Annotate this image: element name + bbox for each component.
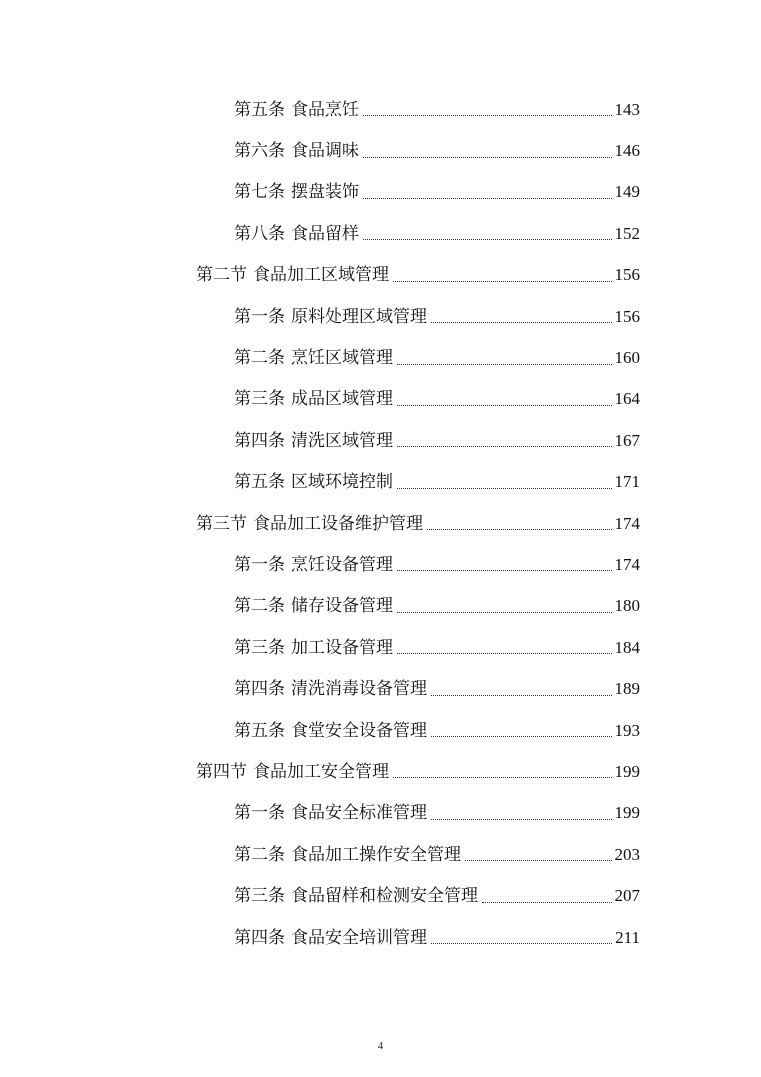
toc-entry[interactable]	[0, 296, 761, 337]
dot-leader	[431, 302, 612, 323]
toc-entry-label	[234, 555, 393, 575]
toc-entry-title: 食品加工安全管理	[253, 761, 389, 782]
toc-entry-title: 烹饪区域管理	[291, 348, 393, 369]
dot-leader	[482, 882, 612, 903]
toc-entry[interactable]	[0, 793, 761, 834]
toc-entry-label	[234, 100, 359, 120]
toc-entry-page: 174	[614, 513, 640, 533]
toc-entry-page: 149	[614, 182, 640, 202]
toc-entry-title: 食品留样	[291, 223, 359, 244]
toc-entry-label	[234, 182, 359, 202]
toc-entry[interactable]	[0, 627, 761, 668]
toc-entry-title: 储存设备管理	[291, 596, 393, 617]
table-of-contents	[0, 89, 761, 958]
dot-leader	[465, 840, 612, 861]
toc-entry-page: 189	[614, 679, 640, 699]
toc-entry-label	[234, 224, 359, 244]
toc-entry-label	[234, 638, 393, 658]
toc-entry-prefix: 第三条	[234, 389, 285, 410]
toc-entry-page: 207	[614, 886, 640, 906]
toc-entry[interactable]	[0, 379, 761, 420]
dot-leader	[397, 633, 612, 654]
toc-entry-label	[234, 928, 427, 948]
toc-entry-page: 174	[614, 554, 640, 574]
dot-leader	[397, 592, 612, 613]
toc-entry-page: 184	[614, 637, 640, 657]
toc-entry-prefix: 第七条	[234, 182, 285, 203]
toc-entry-prefix: 第三条	[234, 637, 285, 658]
dot-leader	[363, 95, 612, 116]
toc-entry-prefix: 第三条	[234, 886, 285, 907]
dot-leader	[397, 344, 612, 365]
toc-entry-prefix: 第三节	[196, 513, 247, 534]
toc-entry-label	[234, 348, 393, 368]
toc-entry-title: 加工设备管理	[291, 637, 393, 658]
toc-entry-page: 199	[614, 761, 640, 781]
toc-entry-page: 152	[614, 223, 640, 243]
toc-entry-title: 食品安全标准管理	[291, 803, 427, 824]
dot-leader	[431, 799, 612, 820]
dot-leader	[363, 178, 612, 199]
toc-entry-prefix: 第四条	[234, 430, 285, 451]
toc-entry[interactable]	[0, 875, 761, 916]
toc-entry-page: 156	[614, 265, 640, 285]
dot-leader	[431, 923, 612, 944]
toc-entry-page: 199	[614, 803, 640, 823]
toc-entry-prefix: 第四条	[234, 927, 285, 948]
toc-entry-page: 160	[614, 348, 640, 368]
toc-entry[interactable]	[0, 544, 761, 585]
toc-entry-label	[234, 679, 427, 699]
dot-leader	[363, 137, 612, 158]
toc-entry-title: 食品加工区域管理	[253, 265, 389, 286]
toc-entry-label	[234, 886, 478, 906]
toc-entry[interactable]	[0, 89, 761, 130]
toc-entry-page: 146	[614, 141, 640, 161]
toc-entry[interactable]	[0, 130, 761, 171]
page-number: 4	[377, 1040, 384, 1052]
toc-entry-prefix: 第二节	[196, 265, 247, 286]
toc-entry-prefix: 第五条	[234, 99, 285, 120]
toc-entry-prefix: 第五条	[234, 720, 285, 741]
toc-entry[interactable]	[0, 462, 761, 503]
toc-entry-prefix: 第一条	[234, 554, 285, 575]
toc-entry[interactable]	[0, 337, 761, 378]
dot-leader	[427, 509, 612, 530]
toc-entry-title: 原料处理区域管理	[291, 306, 427, 327]
toc-entry-prefix: 第一条	[234, 803, 285, 824]
toc-entry[interactable]	[0, 917, 761, 958]
toc-entry-label	[234, 472, 393, 492]
toc-entry-label	[196, 762, 389, 782]
toc-entry-prefix: 第一条	[234, 306, 285, 327]
toc-entry-page: 203	[614, 844, 640, 864]
dot-leader	[393, 757, 612, 778]
toc-entry-title: 食品加工设备维护管理	[253, 513, 423, 534]
toc-entry-title: 食堂安全设备管理	[291, 720, 427, 741]
toc-entry-label	[234, 431, 393, 451]
toc-entry-label	[196, 265, 389, 285]
toc-entry-title: 烹饪设备管理	[291, 554, 393, 575]
toc-entry-label	[234, 845, 461, 865]
toc-entry-title: 食品加工操作安全管理	[291, 844, 461, 865]
dot-leader	[431, 675, 612, 696]
toc-entry-title: 食品安全培训管理	[291, 927, 427, 948]
toc-entry-prefix: 第六条	[234, 141, 285, 162]
toc-entry-label	[234, 307, 427, 327]
dot-leader	[431, 716, 612, 737]
toc-section-entry[interactable]	[0, 503, 761, 544]
toc-entry-prefix: 第八条	[234, 223, 285, 244]
toc-entry-title: 摆盘装饰	[291, 182, 359, 203]
toc-entry-page: 193	[614, 720, 640, 740]
toc-entry[interactable]	[0, 213, 761, 254]
toc-entry-page: 156	[614, 306, 640, 326]
toc-entry[interactable]	[0, 834, 761, 875]
toc-entry[interactable]	[0, 710, 761, 751]
toc-entry-page: 171	[614, 472, 640, 492]
toc-entry[interactable]	[0, 420, 761, 461]
dot-leader	[397, 468, 612, 489]
toc-entry-prefix: 第四节	[196, 761, 247, 782]
dot-leader	[397, 550, 612, 571]
toc-entry[interactable]	[0, 172, 761, 213]
toc-entry-label	[234, 596, 393, 616]
toc-entry-prefix: 第四条	[234, 679, 285, 700]
toc-entry-label	[234, 721, 427, 741]
toc-entry-prefix: 第五条	[234, 472, 285, 493]
toc-entry-page: 167	[614, 430, 640, 450]
toc-entry-title: 清洗区域管理	[291, 430, 393, 451]
toc-entry-prefix: 第二条	[234, 348, 285, 369]
dot-leader	[397, 426, 612, 447]
dot-leader	[397, 385, 612, 406]
toc-entry-title: 清洗消毒设备管理	[291, 679, 427, 700]
toc-entry-page: 164	[614, 389, 640, 409]
toc-entry-page: 180	[614, 596, 640, 616]
toc-entry-prefix: 第二条	[234, 596, 285, 617]
toc-entry-title: 区域环境控制	[291, 472, 393, 493]
toc-entry-label	[234, 389, 393, 409]
toc-entry-label	[234, 141, 359, 161]
toc-section-entry[interactable]	[0, 751, 761, 792]
toc-entry-label	[234, 803, 427, 823]
toc-entry-title: 食品烹饪	[291, 99, 359, 120]
toc-entry[interactable]	[0, 668, 761, 709]
dot-leader	[363, 219, 612, 240]
toc-entry-title: 食品调味	[291, 141, 359, 162]
toc-entry-label	[196, 514, 423, 534]
toc-entry[interactable]	[0, 586, 761, 627]
toc-entry-page: 211	[615, 927, 640, 947]
toc-entry-title: 成品区域管理	[291, 389, 393, 410]
toc-entry-title: 食品留样和检测安全管理	[291, 886, 478, 907]
toc-entry-prefix: 第二条	[234, 844, 285, 865]
dot-leader	[393, 261, 612, 282]
toc-section-entry[interactable]	[0, 255, 761, 296]
toc-entry-page: 143	[614, 99, 640, 119]
